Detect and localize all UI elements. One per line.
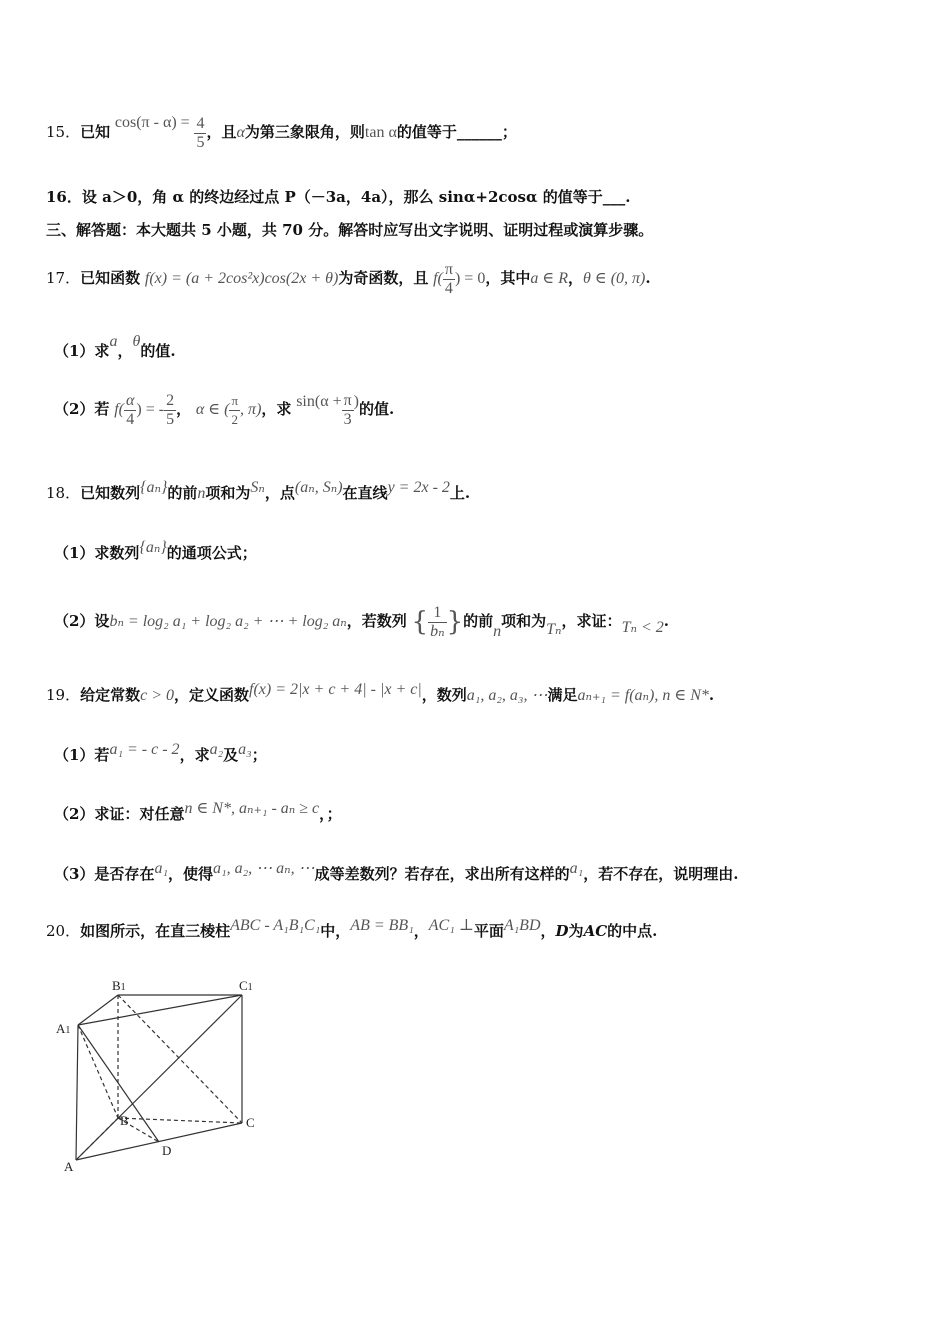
question-19-part-2: （2）求证：对任意n ∈ N*, aₙ₊₁ - aₙ ≥ c，； [54,800,342,823]
q15-fraction: $\frac{4}{5}$ [196,114,205,151]
edge-a-a1 [76,1025,78,1160]
question-19: 19．给定常数c > 0，定义函数f(x) = 2|x + c + 4| - |x + c|，数列a₁, a₂, a₃, ⋯满足aₙ₊₁ = f(aₙ), n ∈ N*. [46,681,715,704]
diag-a1-b [78,1025,118,1118]
diag-a1-d [78,1025,159,1142]
question-15: 15．已知 cos(π - α) = $\frac{4}{5}$ ，且α为第三象限角，则tan α的值等于______； [46,114,517,151]
q15-expr: cos(π - α) = [114,114,190,131]
label-b: B [120,1113,129,1128]
question-19-part-1: （1）若a₁ = - c - 2，求a₂及a₃； [54,741,267,764]
question-17: 17．已知函数 f(x) = (a + 2cos²x)cos(2x + θ)为奇函数，且 f( $\frac{\pi}{4}$ ) = 0，其中a ∈ R，θ ∈ (0, π). [46,260,651,297]
question-16: 16．设 a＞0，角 α 的终边经过点 P（－3a，4a），那么 sinα+2cosα 的值等于___. [46,188,631,206]
label-c1: C1 [239,978,253,993]
label-a1: A1 [56,1021,71,1036]
label-a: A [64,1159,74,1174]
label-c: C [246,1115,255,1130]
q18-bn-formula: bₙ = log₂ a₁ + log₂ a₂ + ⋯ + log₂ aₙ [109,613,347,630]
q15-text: 已知 [80,123,111,141]
question-18-part-2: （2）设bₙ = log₂ a₁ + log₂ a₂ + ⋯ + log₂ aₙ，若数列 { $\frac{1}{\text{bₙ}}$ }的前n项和为Tₙ，求证：Tₙ < 2. [54,603,669,640]
section-heading: 三、解答题：本大题共 5 小题，共 70 分。解答时应写出文字说明、证明过程或演算步骤。 [46,221,654,239]
question-17-part-2: （2）若 f( $\frac{\alpha}{4}$ ) = - $\frac{2}{5}$ ， α ∈ ( $\frac{\pi}{2}$ , π)，求 sin(α + $\frac{\pi}{3}$ )的值. [54,391,395,428]
answer-blank: ______ [456,123,502,141]
edge-a1-c1 [78,995,242,1025]
edge-b-c [118,1118,242,1123]
question-19-part-3: （3）是否存在a₁，使得a₁, a₂, ⋯ aₙ, ⋯成等差数列？若存在，求出所有这样的a₁，若不存在，说明理由. [54,860,739,883]
q17-function: f(x) = (a + 2cos²x)cos(2x + θ) [144,270,339,287]
question-20: 20．如图所示，在直三棱柱ABC - A₁B₁C₁中，AB = BB₁，AC₁ ⊥平面A₁BD，D为AC的中点. [46,917,658,940]
q17-fraction: $\frac{\pi}{4}$ [444,260,453,297]
question-18: 18．已知数列{aₙ}的前n项和为Sₙ，点(aₙ, Sₙ)在直线y = 2x - 2上. [46,479,471,502]
label-d: D [162,1143,172,1158]
edge-a1-b1 [78,995,118,1025]
question-17-part-1: （1）求a，θ的值. [54,333,176,360]
prism-figure [52,975,282,1180]
label-b1: B1 [112,978,126,993]
question-18-part-1: （1）求数列{aₙ}的通项公式； [54,539,257,562]
q15-number: 15． [46,123,81,141]
